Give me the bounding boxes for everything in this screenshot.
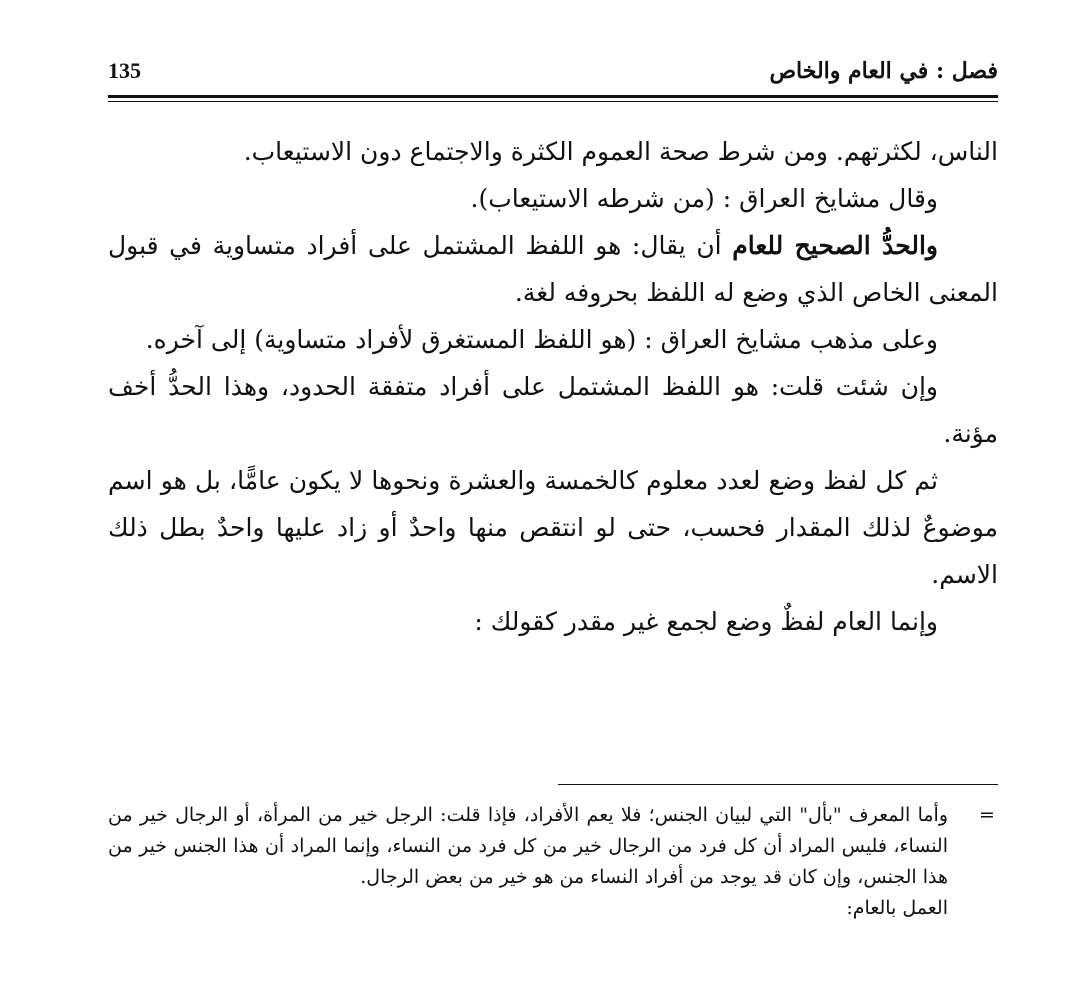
paragraph-4: وعلى مذهب مشايخ العراق : (هو اللفظ المستغرق لأفراد متساوية) إلى آخره.: [145, 325, 938, 354]
main-text: [108, 128, 998, 645]
paragraph-1: الناس، لكثرتهم. ومن شرط صحة العموم الكثرة والاجتماع دون الاستيعاب.: [243, 137, 998, 166]
page-number: 135: [108, 58, 141, 83]
footnote-continuation-marker: =: [979, 804, 995, 826]
page-header: [108, 54, 998, 88]
paragraph-3: [108, 222, 998, 316]
footnote-separator: [558, 784, 998, 785]
footnote-heading: العمل بالعام:: [846, 897, 948, 919]
paragraph-2: وقال مشايخ العراق : (من شرطه الاستيعاب).: [470, 184, 938, 213]
header-rule-thick: [108, 95, 998, 98]
footnotes: [108, 800, 998, 924]
definition-term: والحدُّ الصحيح للعام: [732, 231, 938, 260]
paragraph-7: وإنما العام لفظٌ وضع لجمع غير مقدر كقولك :: [474, 607, 938, 636]
footnote-text: وأما المعرف "بأل" التي لبيان الجنس؛ فلا يعم الأفراد، فإذا قلت: الرجل خير من المرأة، أو الرجال خير من النساء، فليس المراد أن كل فرد من الرجال خير من كل فرد من النساء، وإنما المراد أن هذا الجنس خير من هذا الجنس، وإن كان قد يوجد من أفراد النساء من هو خير من بعض الرجال.: [108, 804, 948, 888]
header-rule-thin: [108, 101, 998, 102]
paragraph-5: وإن شئت قلت: هو اللفظ المشتمل على أفراد متفقة الحدود، وهذا الحدُّ أخف مؤنة.: [108, 372, 998, 448]
running-title: فصل : في العام والخاص: [769, 58, 998, 84]
paragraph-6: ثم كل لفظ وضع لعدد معلوم كالخمسة والعشرة ونحوها لا يكون عامًّا، بل هو اسم موضوعٌ لذلك المقدار فحسب، حتى لو انتقص منها واحدٌ أو زاد عليها واحدٌ بطل ذلك الاسم.: [108, 466, 998, 589]
definition-text: أن يقال: هو اللفظ المشتمل على أفراد متساوية في قبول المعنى الخاص الذي وضع له اللفظ بحروفه لغة.: [108, 231, 998, 307]
